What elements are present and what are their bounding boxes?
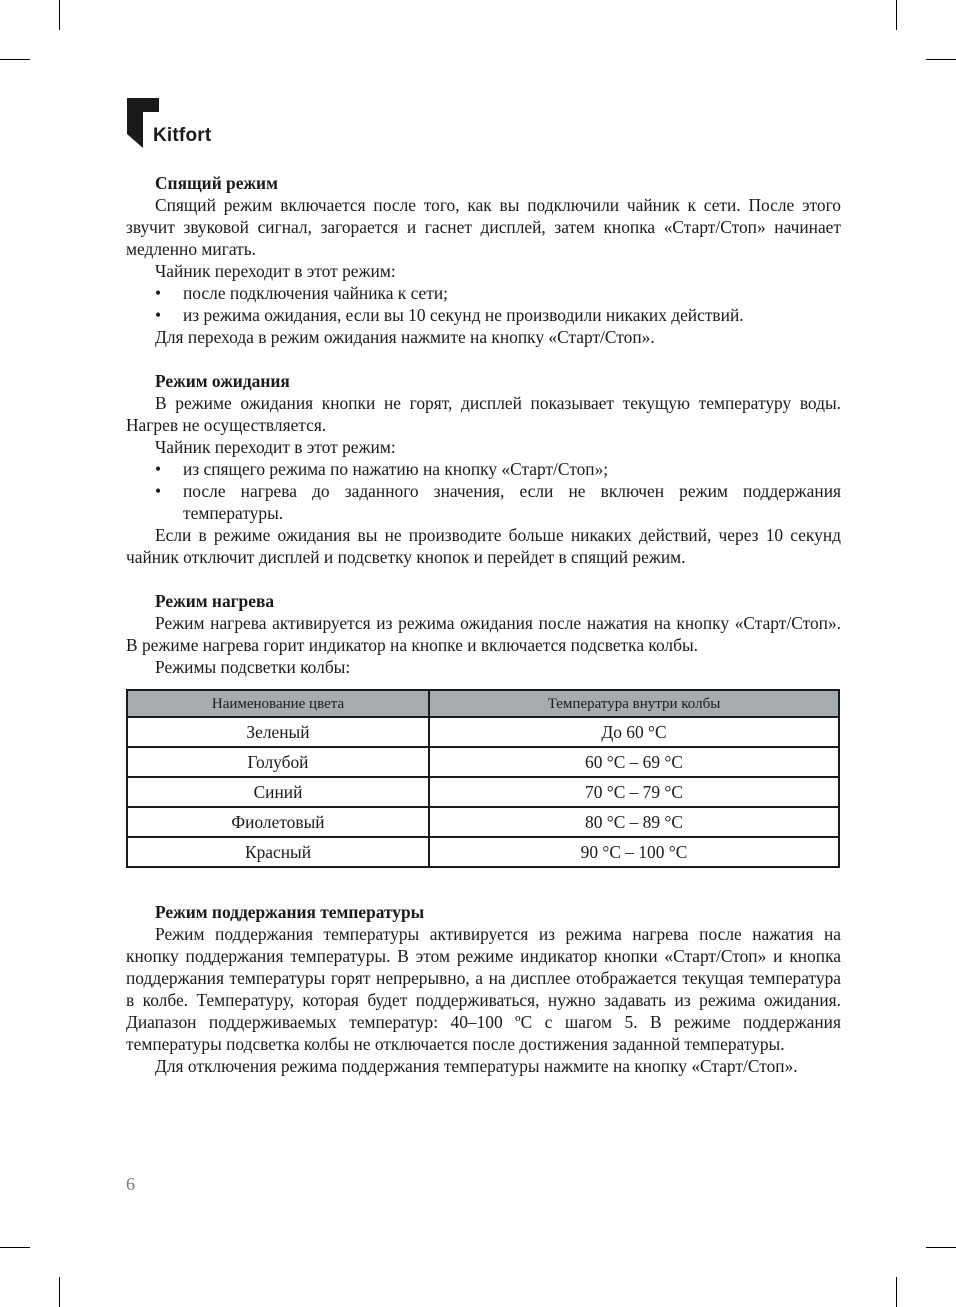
crop-mark	[59, 0, 60, 30]
list-item: • после подключения чайника к сети;	[126, 282, 841, 304]
bullet-list	[126, 458, 841, 524]
table-cell: До 60 °C	[429, 717, 839, 747]
paragraph: В режиме ожидания кнопки не горят, дисплей показывает текущую температуру воды. Нагрев не осуществляется.	[126, 393, 841, 435]
crop-mark	[59, 1277, 60, 1307]
table-row	[127, 777, 839, 807]
paragraph: Чайник переходит в этот режим:	[155, 437, 396, 457]
page-content	[126, 172, 841, 1077]
section-title-standby: Режим ожидания	[155, 371, 290, 391]
table-cell: Фиолетовый	[127, 807, 429, 837]
table-cell: Голубой	[127, 747, 429, 777]
crop-mark	[926, 59, 956, 60]
crop-mark	[896, 0, 897, 30]
table-cell: 90 °C – 100 °C	[429, 837, 839, 867]
section-title-keepwarm: Режим поддержания температуры	[155, 902, 425, 922]
table-cell: Красный	[127, 837, 429, 867]
table-row	[127, 837, 839, 867]
paragraph: Если в режиме ожидания вы не производите больше никаких действий, через 10 секунд чайник отключит дисплей и подсветку кнопок и перейдет в спящий режим.	[126, 525, 841, 567]
paragraph: Для отключения режима поддержания температуры нажмите на кнопку «Старт/Стоп».	[155, 1056, 798, 1076]
table-header-row	[127, 690, 839, 717]
paragraph: Режим нагрева активируется из режима ожидания после нажатия на кнопку «Старт/Стоп». В режиме нагрева горит индикатор на кнопке и включается подсветка колбы.	[126, 613, 841, 655]
list-item: • после нагрева до заданного значения, если не включен режим поддержания температуры.	[126, 480, 841, 524]
page-number: 6	[126, 1174, 135, 1194]
kitfort-logo	[127, 98, 212, 148]
table-header: Наименование цвета	[127, 690, 429, 717]
table-cell: 80 °C – 89 °C	[429, 807, 839, 837]
list-item: • из режима ожидания, если вы 10 секунд не производили никаких действий.	[126, 304, 841, 326]
bullet-list	[126, 282, 841, 326]
table-cell: 60 °C – 69 °C	[429, 747, 839, 777]
paragraph: Для перехода в режим ожидания нажмите на кнопку «Старт/Стоп».	[155, 327, 655, 347]
table-row	[127, 807, 839, 837]
crop-mark	[0, 1247, 30, 1248]
section-title-heating: Режим нагрева	[155, 591, 275, 611]
brand-name: Kitfort	[153, 125, 212, 146]
crop-mark	[926, 1247, 956, 1248]
table-cell: Зеленый	[127, 717, 429, 747]
table-row	[127, 747, 839, 777]
paragraph: Режимы подсветки колбы:	[155, 657, 351, 677]
table-cell: 70 °C – 79 °C	[429, 777, 839, 807]
table-row	[127, 717, 839, 747]
flask-light-table	[126, 689, 840, 868]
crop-mark	[0, 59, 30, 60]
list-item: • из спящего режима по нажатию на кнопку «Старт/Стоп»;	[126, 458, 841, 480]
table-cell: Синий	[127, 777, 429, 807]
paragraph: Чайник переходит в этот режим:	[155, 261, 396, 281]
table-header: Температура внутри колбы	[429, 690, 839, 717]
crop-mark	[896, 1277, 897, 1307]
paragraph: Спящий режим включается после того, как вы подключили чайник к сети. После этого звучит звуковой сигнал, загорается и гаснет дисплей, затем кнопка «Старт/Стоп» начинает медленно мигать.	[126, 195, 841, 259]
paragraph: Режим поддержания температуры активируется из режима нагрева после нажатия на кнопку поддержания температуры. В этом режиме индикатор кнопки «Старт/Стоп» и кнопка поддержания температуры горят непрерывно, а на дисплее отображается текущая температура в колбе. Температуру, которая будет поддерживаться, нужно задавать из режима ожидания. Диапазон поддерживаемых температур: 40–100 ºC с шагом 5. В режиме поддержания температуры подсветка колбы не отключается после достижения заданной температуры.	[126, 924, 841, 1054]
section-title-sleep: Спящий режим	[155, 173, 278, 193]
